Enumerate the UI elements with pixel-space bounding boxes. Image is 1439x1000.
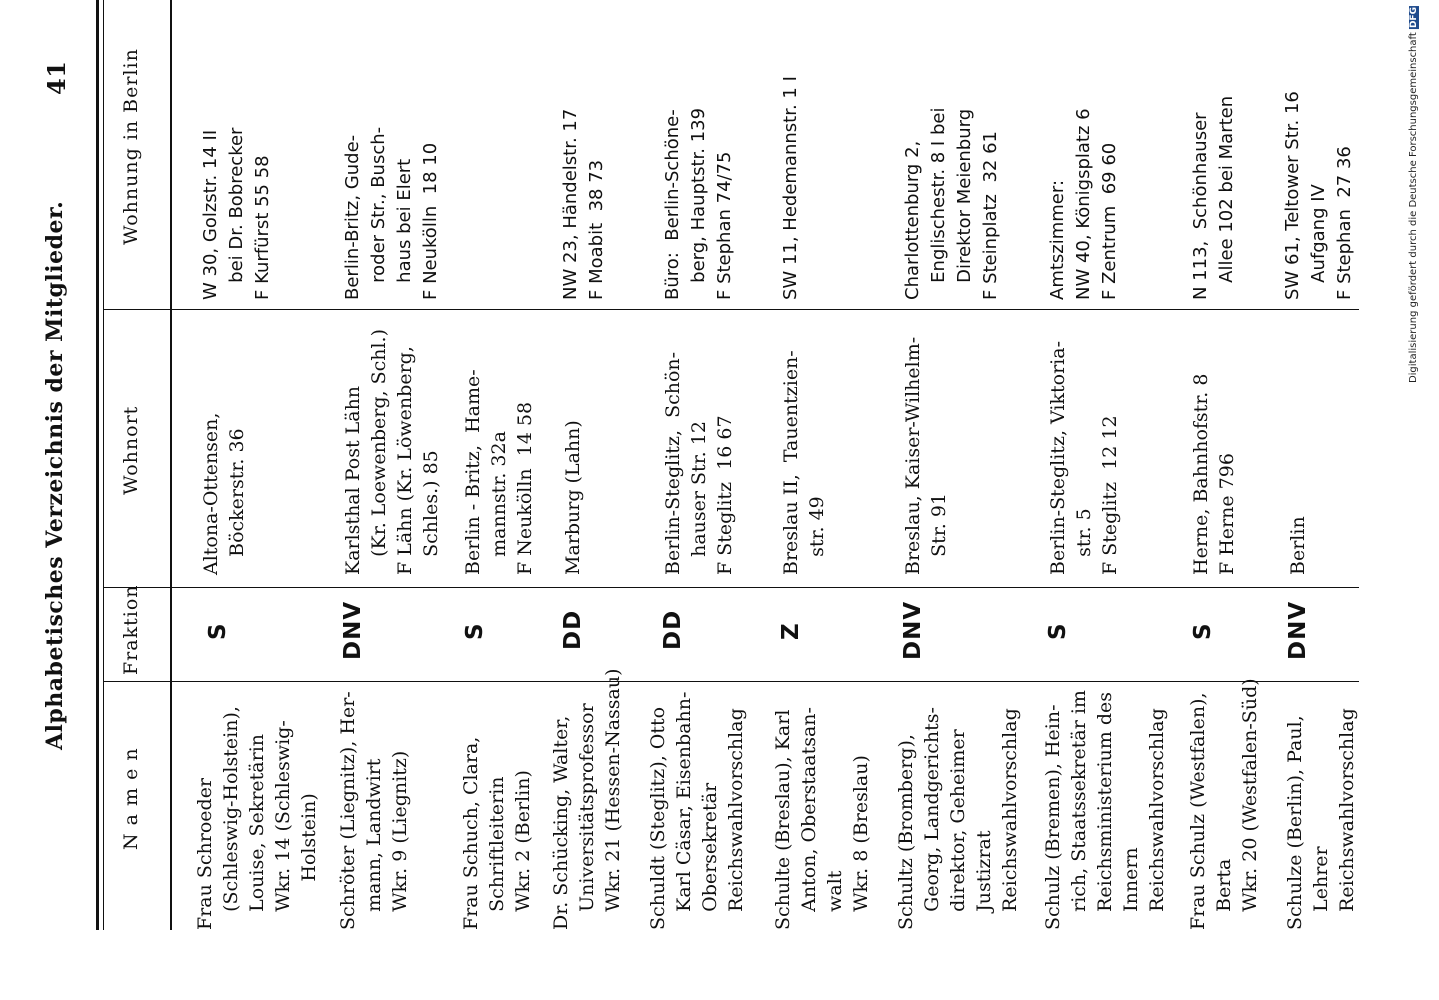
table-row-wohnort: Breslau, Kaiser-Wilhelm- Str. 91 [902,336,950,575]
table-row-berlin: Amtszimmer: NW 40, Königsplatz 6 F Zentrum 69 60 [1047,108,1120,300]
table-row-berlin: SW 11, Hedemannstr. 1 I [780,76,801,300]
column-divider-3 [104,309,1359,310]
table-row-berlin: N 113, Schönhauser Allee 102 bei Marten [1190,95,1237,300]
table-row-wohnort: Marburg (Lahn) [562,420,584,575]
table-row-berlin: Berlin-Britz, Gude- roder Str., Busch- haus bei Elert F Neukölln 18 10 [342,126,441,300]
table-row-fraktion: DD [660,609,686,650]
table-row-berlin: NW 23, Händelstr. 17 F Moabit 38 73 [560,108,607,300]
table-row-berlin: Büro: Berlin-Schöne- berg, Hauptstr. 139 F Stephan 74/75 [662,107,735,300]
table-row-wohnort: Karlsthal Post Lähn (Kr. Loewenberg, Schl.) F Lähn (Kr. Löwenberg, Schles.) 85 [342,329,442,575]
table-top-rule-thin [103,0,104,930]
table-row-berlin: W 30, Golzstr. 14 II bei Dr. Bobrecker F Kurfürst 55 58 [200,127,273,300]
table-row-fraktion: S [205,622,231,640]
table-row-name: Schuldt (Steglitz), Otto Karl Cäsar, Eisenbahn- Obersekretär Reichswahlvorschlag [647,691,747,930]
table-row-name: Frau Schulz (Westfalen), Berta Wkr. 20 (Westfalen-Süd) [1187,678,1261,930]
table-row-wohnort: Herne, Bahnhofstr. 8 F Herne 796 [1190,373,1238,575]
table-row-fraktion: S [462,622,488,640]
dfg-logo-icon: DFG [1409,7,1419,29]
page-number: 41 [42,60,71,95]
page-title: Alphabetisches Verzeichnis der Mitglieder. [42,200,68,750]
table-row-name: Schulte (Breslau), Karl Anton, Oberstaatsan- walt Wkr. 8 (Breslau) [772,707,872,930]
table-row-wohnort: Berlin-Steglitz, Viktoria- str. 5 F Steglitz 12 12 [1047,341,1121,575]
table-row-wohnort: Breslau II, Tauentzien- str. 49 [780,350,828,575]
table-row-fraktion: DNV [1285,600,1311,660]
table-row-name: Frau Schuch, Clara, Schriftleiterin Wkr. 2 (Berlin) [460,736,534,930]
table-row-name: Schulze (Berlin), Paul, Lehrer Reichswahlvorschlag [1284,708,1358,930]
column-header-fraktion: Fraktion [120,584,142,675]
table-row-fraktion: DNV [340,600,366,660]
digitization-credit [1408,6,1439,383]
table-row-name: Dr. Schücking, Walter, Universitätsprofessor Wkr. 21 (Hessen-Nassau) [550,668,624,930]
table-row-fraktion: S [1045,622,1071,640]
column-header-wohnort: Wohnort [120,405,142,495]
table-row-fraktion: DNV [900,600,926,660]
column-divider-1 [104,681,1359,682]
table-row-wohnort: Altona-Ottensen, Böckerstr. 36 [200,412,248,575]
table-row-fraktion: S [1190,622,1216,640]
column-header-name: N a m e n [120,747,142,850]
table-row-name: Schröter (Liegnitz), Her- mann, Landwirt Wkr. 9 (Liegnitz) [337,691,411,930]
table-row-name: Schulz (Bremen), Hein- rich, Staatssekretär im Reichsministerium des Innern Reichswahlvorschlag [1042,690,1168,930]
table-row-wohnort: Berlin - Britz, Hame- mannstr. 32a F Neukölln 14 58 [462,369,536,575]
credit-text: Digitalisierung gefördert durch die Deutsche Forschungsgemeinschaft [1408,32,1419,384]
column-header-berlin: Wohnung in Berlin [120,48,142,245]
table-row-fraktion: DD [560,609,586,650]
table-row-fraktion: Z [778,622,804,640]
header-bottom-rule [170,0,172,930]
table-row-berlin: Charlottenburg 2, Englischestr. 8 I bei Direktor Meienburg F Steinplatz 32 61 [902,107,1001,300]
table-row-name: Schultz (Bromberg), Georg, Landgerichts- direktor, Geheimer Justizrat Reichswahlvorschlag [895,707,1021,930]
table-row-wohnort: Berlin [1287,516,1309,575]
column-divider-2 [104,587,1359,588]
table-row-wohnort: Berlin-Steglitz, Schön- hauser Str. 12 F Steglitz 16 67 [662,351,736,575]
table-top-rule [96,0,99,930]
table-row-name: Frau Schroeder (Schleswig-Holstein), Louise, Sekretärin Wkr. 14 (Schleswig- Holstein) [194,706,320,930]
table-row-berlin: SW 61, Teltower Str. 16 Aufgang IV F Stephan 27 36 [1282,91,1355,300]
